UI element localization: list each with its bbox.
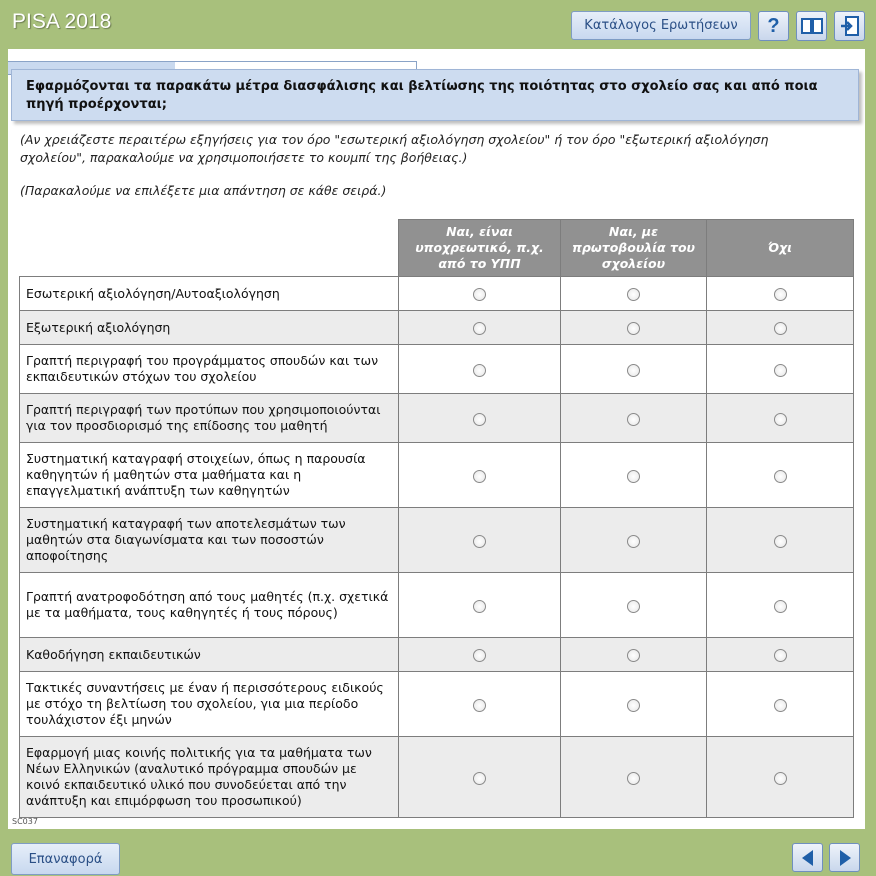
option-cell [707,277,854,311]
option-cell [561,638,707,672]
table-row [20,311,854,345]
option-cell [399,737,561,818]
option-cell [707,443,854,508]
table-row [20,394,854,443]
app-header [0,0,876,48]
option-cell [399,443,561,508]
table-row [20,638,854,672]
radio-option[interactable] [473,649,486,662]
row-label: Γραπτή περιγραφή των προτύπων που χρησιμοποιούνται για τον προσδιορισμό της επίδοσης του μαθητή [20,394,399,443]
option-cell [399,573,561,638]
option-cell [707,737,854,818]
radio-option[interactable] [774,600,787,613]
row-label: Γραπτή ανατροφοδότηση από τους μαθητές (π.χ. σχετικά με τα μαθήματα, τους καθηγητές ή τους πόρους) [20,573,399,638]
radio-option[interactable] [774,649,787,662]
option-cell [707,311,854,345]
option-cell [561,573,707,638]
question-panel [8,49,865,829]
radio-option[interactable] [774,535,787,548]
radio-option[interactable] [627,600,640,613]
radio-option[interactable] [627,699,640,712]
column-header-school-initiative: Ναι, με πρωτοβουλία του σχολείου [561,220,707,277]
column-header-mandatory: Ναι, είναι υποχρεωτικό, π.χ. από το ΥΠΠ [399,220,561,277]
row-label: Γραπτή περιγραφή του προγράμματος σπουδών και των εκπαιδευτικών στόχων του σχολείου [20,345,399,394]
question-text: Εφαρμόζονται τα παρακάτω μέτρα διασφάλισης και βελτίωσης της ποιότητας στο σχολείο σας και από ποια πηγή προέρχονται; [11,69,859,121]
row-label: Εφαρμογή μιας κοινής πολιτικής για τα μαθήματα των Νέων Ελληνικών (αναλυτικό πρόγραμμα σπουδών με κοινό εκπαιδευτικό υλικό που συνοδεύεται από την ανάπτυξη και επιμόρφωση του προσωπικού) [20,737,399,818]
table-row [20,672,854,737]
table-row [20,508,854,573]
radio-option[interactable] [627,322,640,335]
radio-option[interactable] [627,772,640,785]
radio-option[interactable] [774,322,787,335]
option-cell [707,508,854,573]
help-button[interactable] [758,11,789,41]
help-question-icon: ? [767,14,780,37]
book-button[interactable] [796,11,827,41]
option-cell [707,638,854,672]
exit-door-icon [839,15,861,37]
option-cell [707,345,854,394]
option-cell [399,394,561,443]
option-cell [399,508,561,573]
option-cell [399,672,561,737]
radio-option[interactable] [473,413,486,426]
arrow-right-icon [835,848,855,868]
radio-option[interactable] [774,288,787,301]
row-label: Συστηματική καταγραφή των αποτελεσμάτων των μαθητών στα διαγωνίσματα και των ποσοστών αποφοίτησης [20,508,399,573]
option-cell [561,443,707,508]
previous-button[interactable] [792,843,823,872]
option-cell [561,311,707,345]
radio-option[interactable] [627,535,640,548]
radio-option[interactable] [774,364,787,377]
row-label: Συστηματική καταγραφή στοιχείων, όπως η παρουσία καθηγητών ή μαθητών στα μαθήματα και η επαγγελματική ανάπτυξη των καθηγητών [20,443,399,508]
radio-option[interactable] [627,364,640,377]
option-cell [561,737,707,818]
book-icon [801,17,823,35]
option-cell [399,311,561,345]
instruction-select: (Παρακαλούμε να επιλέξετε μια απάντηση σε κάθε σειρά.) [20,183,387,198]
radio-option[interactable] [774,413,787,426]
option-cell [707,672,854,737]
radio-option[interactable] [473,288,486,301]
row-label: Καθοδήγηση εκπαιδευτικών [20,638,399,672]
table-row [20,443,854,508]
grid-corner [20,220,399,277]
radio-option[interactable] [627,649,640,662]
radio-option[interactable] [774,699,787,712]
radio-option[interactable] [473,699,486,712]
radio-option[interactable] [627,413,640,426]
radio-option[interactable] [774,772,787,785]
exit-button[interactable] [834,11,865,41]
option-cell [399,638,561,672]
column-header-no: Όχι [707,220,854,277]
option-cell [561,277,707,311]
instruction-help: (Αν χρειάζεστε περαιτέρω εξηγήσεις για τον όρο "εσωτερική αξιολόγηση σχολείου" ή τον όρο "εξωτερική αξιολόγηση σχολείου", παρακαλούμε να χρησιμοποιήσετε το κουμπί της βοήθειας.) [20,132,769,165]
option-cell [707,394,854,443]
radio-option[interactable] [473,364,486,377]
table-row [20,345,854,394]
option-cell [561,508,707,573]
option-cell [399,277,561,311]
radio-option[interactable] [473,322,486,335]
row-label: Εσωτερική αξιολόγηση/Αυτοαξιολόγηση [20,277,399,311]
arrow-left-icon [798,848,818,868]
radio-option[interactable] [774,470,787,483]
option-cell [561,345,707,394]
radio-option[interactable] [627,288,640,301]
option-cell [561,394,707,443]
grid-body [20,277,854,818]
option-cell [561,672,707,737]
option-cell [399,345,561,394]
row-label: Εξωτερική αξιολόγηση [20,311,399,345]
reset-button[interactable]: Επαναφορά [11,843,120,875]
answer-grid [19,219,854,818]
radio-option[interactable] [473,600,486,613]
row-label: Τακτικές συναντήσεις με έναν ή περισσότερους ειδικούς με στόχο τη βελτίωση του σχολείου, για μια περίοδο τουλάχιστον έξι μηνών [20,672,399,737]
question-catalog-button[interactable]: Κατάλογος Ερωτήσεων [571,11,751,40]
app-title: PISA 2018 [12,10,112,33]
question-code: SC037 [12,817,38,826]
next-button[interactable] [829,843,860,872]
table-row [20,737,854,818]
table-row [20,573,854,638]
radio-option[interactable] [473,470,486,483]
radio-option[interactable] [473,535,486,548]
option-cell [707,573,854,638]
radio-option[interactable] [627,470,640,483]
radio-option[interactable] [473,772,486,785]
table-row [20,277,854,311]
